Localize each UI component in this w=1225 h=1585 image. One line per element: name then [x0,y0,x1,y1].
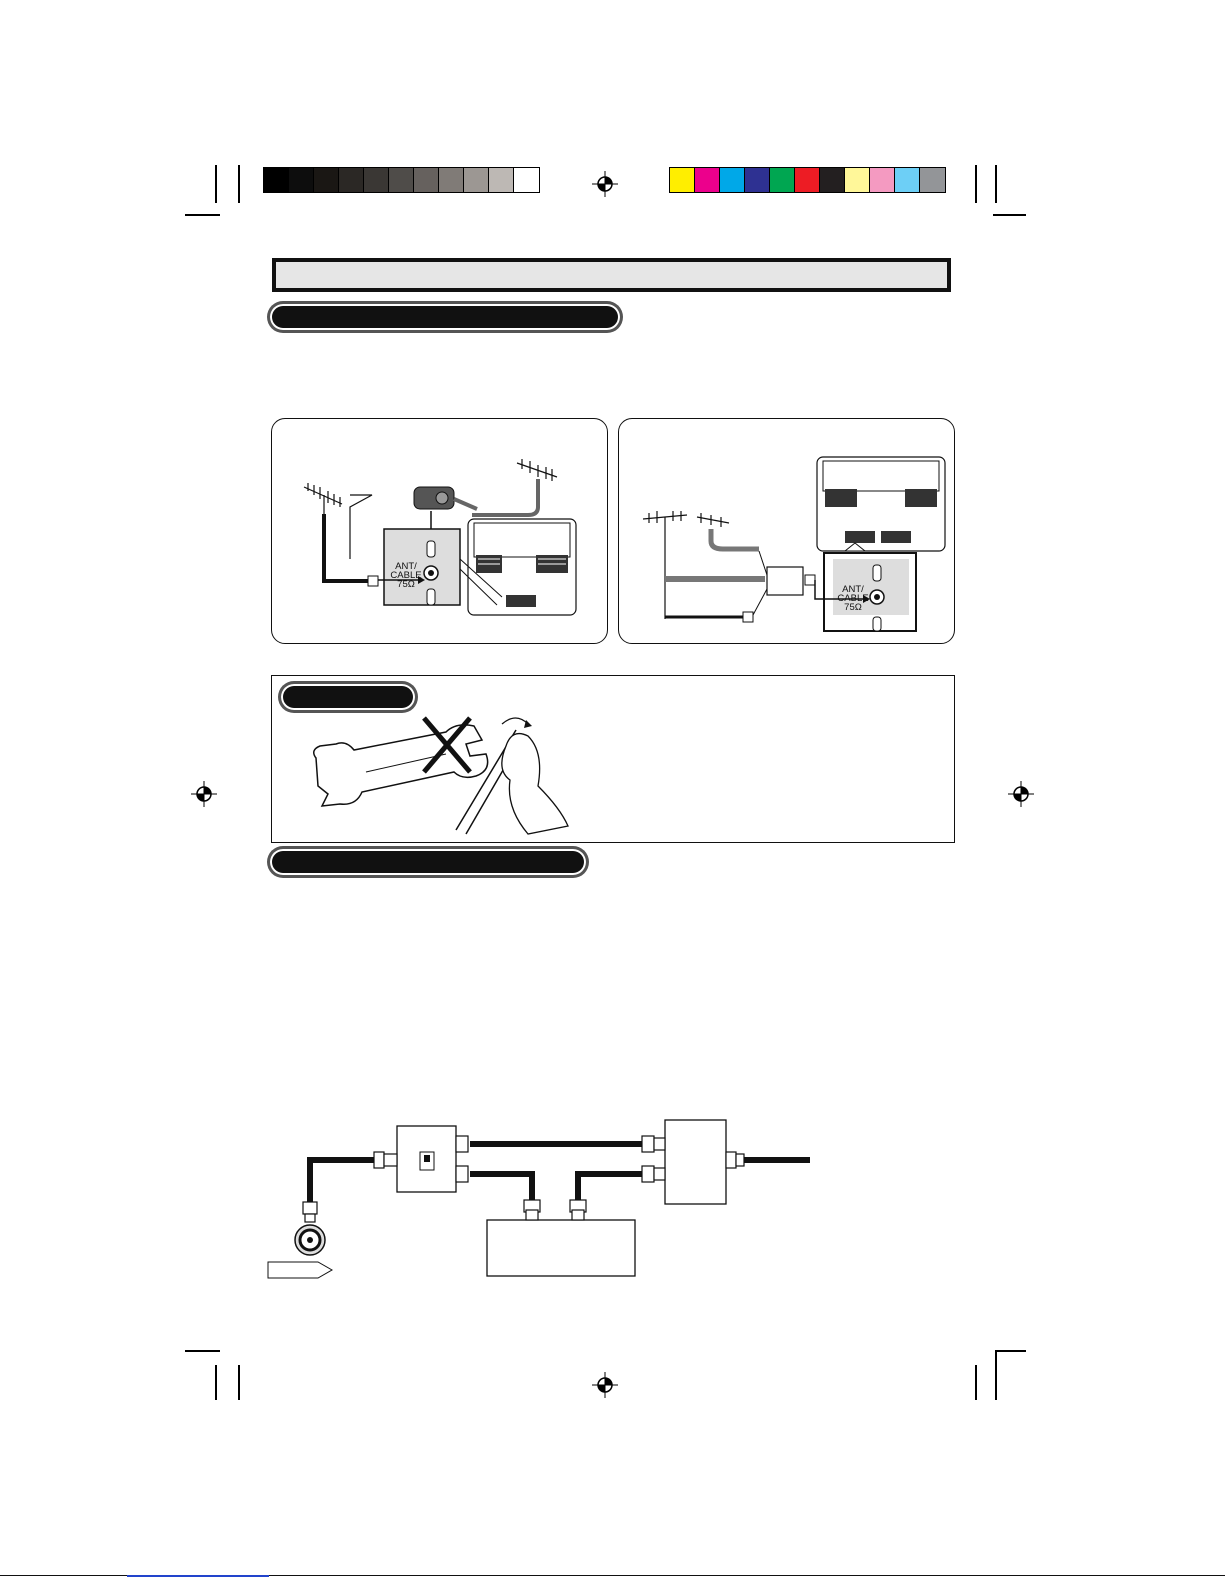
registration-target-icon [592,171,618,197]
grayscale-swatch-10 [514,168,539,192]
grayscale-swatch-9 [489,168,514,192]
wrench-do-not-use-icon [306,710,566,840]
jack-label-cable: CABLE [390,570,422,581]
process-swatch-3 [745,168,770,192]
caution-box [271,675,955,843]
grayscale-swatch-8 [464,168,489,192]
process-swatch-1 [695,168,720,192]
caution-heading [281,684,415,710]
process-swatch-7 [845,168,870,192]
grayscale-swatch-7 [439,168,464,192]
cable-connection-diagram [270,1116,830,1306]
footer-link-underline [127,1575,269,1577]
jack-label-cable: CABLE [837,593,869,604]
page-title-bar [272,258,951,292]
process-swatch-5 [795,168,820,192]
process-swatch-0 [670,168,695,192]
jack-label-impedance: 75Ω [844,602,862,613]
grayscale-swatch-6 [414,168,439,192]
process-swatch-6 [820,168,845,192]
registration-target-icon [191,781,217,807]
registration-target-icon [1008,781,1034,807]
grayscale-swatch-0 [264,168,289,192]
process-swatch-10 [920,168,945,192]
grayscale-swatch-1 [289,168,314,192]
process-swatch-4 [770,168,795,192]
grayscale-swatch-2 [314,168,339,192]
antenna-diagram-left-art [272,419,609,645]
antenna-diagram-right [618,418,955,644]
grayscale-swatch-3 [339,168,364,192]
jack-label-ant: ANT/ [395,561,417,572]
grayscale-color-bar [263,167,540,193]
section-heading-cable [270,849,586,875]
process-swatch-2 [720,168,745,192]
section-heading-antenna [270,304,620,330]
process-swatch-9 [895,168,920,192]
antenna-diagram-left [271,418,608,644]
registration-target-icon [592,1372,618,1398]
jack-label-impedance: 75Ω [397,579,415,590]
process-swatch-8 [870,168,895,192]
jack-label-ant: ANT/ [842,584,864,595]
grayscale-swatch-5 [389,168,414,192]
grayscale-swatch-4 [364,168,389,192]
antenna-diagram-right-art [619,419,956,645]
process-color-bar [669,167,946,193]
